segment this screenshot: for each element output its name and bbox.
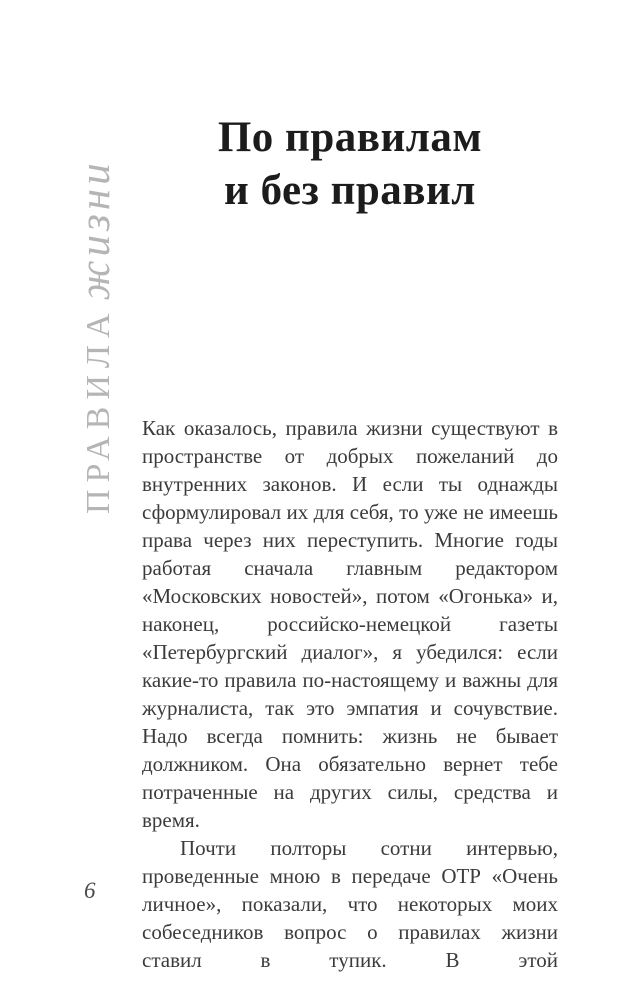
chapter-title bbox=[142, 111, 558, 217]
running-head-vertical bbox=[74, 159, 117, 514]
body-paragraph-1: Как оказалось, правила жизни существуют в пространстве от добрых пожеланий до внутренних законов. И если ты однажды сформулировал их для себя, то уже не имеешь права через них переступить. Многие годы работая сначала главным редактором «Московских новостей», потом «Огонька» и, наконец, российско-немецкой газеты «Петербургский диалог», я убедился: если какие-то правила по-настоящему и важны для журналиста, так это эмпатия и сочувствие. Надо всегда помнить: жизнь не бывает должником. Она обязательно вернет тебе потраченные на других силы, средства и время. bbox=[142, 416, 558, 832]
body-paragraph-2: Почти полторы сотни интервью, проведенные мною в передаче ОТР «Очень личное», показали, что некоторых моих собеседников вопрос о правилах жизни ставил в тупик. В этой bbox=[142, 836, 558, 972]
running-head-series-subtitle: жизни bbox=[72, 159, 119, 301]
chapter-title-line-2: и без правил bbox=[224, 166, 476, 214]
page-number: 6 bbox=[84, 878, 96, 903]
body-text-column bbox=[142, 414, 558, 974]
running-head-series-title: ПРАВИЛА bbox=[80, 306, 117, 514]
chapter-title-line-1: По правилам bbox=[217, 113, 483, 161]
